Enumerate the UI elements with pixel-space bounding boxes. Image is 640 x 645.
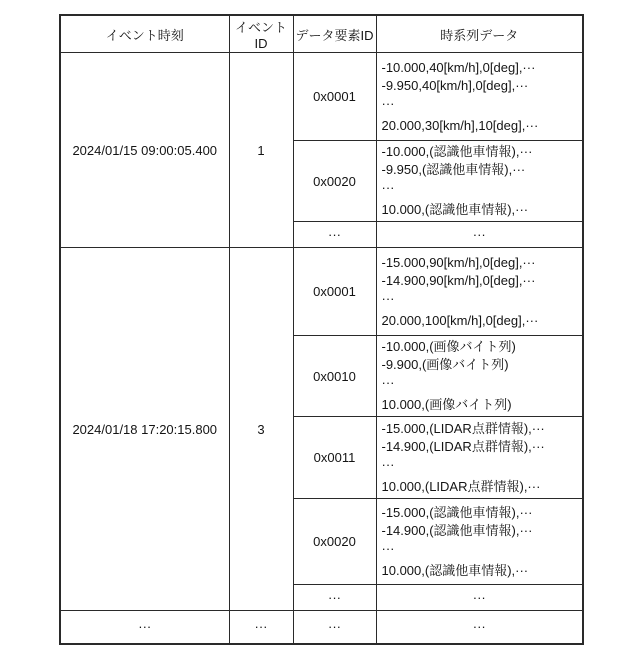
header-data-element-id: データ要素ID bbox=[293, 15, 376, 53]
time-series-line: -14.900,(認識他車情報),··· bbox=[381, 522, 533, 538]
time-series-line: -9.950,40[km/h],0[deg],··· bbox=[381, 77, 529, 93]
element-id-ellipsis-cell: ··· bbox=[293, 222, 376, 248]
time-series-line: 10.000,(認識他車情報),··· bbox=[381, 202, 529, 217]
event-id-cell: 3 bbox=[229, 248, 293, 611]
event-time-cell: 2024/01/18 17:20:15.800 bbox=[60, 248, 229, 611]
time-series-cell bbox=[376, 336, 583, 417]
header-event-time: イベント時刻 bbox=[60, 15, 229, 53]
ellipsis-line: ··· bbox=[381, 290, 395, 306]
time-series-line: -10.000,40[km/h],0[deg],··· bbox=[381, 59, 536, 75]
time-series-line: 10.000,(画像バイト列) bbox=[381, 397, 512, 412]
footer-event-id-ellipsis: ··· bbox=[229, 611, 293, 644]
time-series-line: -9.900,(画像バイト列) bbox=[381, 357, 509, 372]
time-series-line: 20.000,30[km/h],10[deg],··· bbox=[381, 117, 539, 133]
footer-event-time-ellipsis: ··· bbox=[60, 611, 229, 644]
element-id-cell: 0x0020 bbox=[293, 141, 376, 222]
time-series-event-table bbox=[59, 14, 584, 645]
element-id-cell: 0x0010 bbox=[293, 336, 376, 417]
time-series-line: -15.000,(認識他車情報),··· bbox=[381, 504, 533, 520]
footer-time-series-ellipsis: ··· bbox=[376, 611, 583, 644]
time-series-cell bbox=[376, 499, 583, 585]
ellipsis-line: ··· bbox=[381, 95, 395, 111]
ellipsis-line: ··· bbox=[381, 180, 395, 195]
time-series-line: -15.000,(LIDAR点群情報),··· bbox=[381, 420, 545, 436]
time-series-line: -14.900,(LIDAR点群情報),··· bbox=[381, 438, 545, 454]
table-row bbox=[60, 53, 583, 141]
header-event-id: イベントID bbox=[229, 15, 293, 53]
time-series-cell bbox=[376, 248, 583, 336]
time-series-line: 10.000,(LIDAR点群情報),··· bbox=[381, 478, 541, 494]
time-series-line: -10.000,(認識他車情報),··· bbox=[381, 144, 533, 159]
header-row bbox=[60, 15, 583, 53]
time-series-ellipsis-cell: ··· bbox=[376, 222, 583, 248]
ellipsis-line: ··· bbox=[381, 375, 395, 390]
footer-element-id-ellipsis: ··· bbox=[293, 611, 376, 644]
time-series-line: -14.900,90[km/h],0[deg],··· bbox=[381, 272, 536, 288]
ellipsis-line: ··· bbox=[381, 456, 395, 472]
element-id-ellipsis-cell: ··· bbox=[293, 585, 376, 611]
event-time-cell: 2024/01/15 09:00:05.400 bbox=[60, 53, 229, 248]
event-id-cell: 1 bbox=[229, 53, 293, 248]
time-series-ellipsis-cell: ··· bbox=[376, 585, 583, 611]
time-series-cell bbox=[376, 417, 583, 499]
time-series-cell bbox=[376, 141, 583, 222]
element-id-cell: 0x0001 bbox=[293, 248, 376, 336]
table-row bbox=[60, 248, 583, 336]
time-series-line: -15.000,90[km/h],0[deg],··· bbox=[381, 254, 536, 270]
ellipsis-line: ··· bbox=[381, 540, 395, 556]
element-id-cell: 0x0020 bbox=[293, 499, 376, 585]
time-series-cell bbox=[376, 53, 583, 141]
footer-row bbox=[60, 611, 583, 644]
header-time-series: 時系列データ bbox=[376, 15, 583, 53]
element-id-cell: 0x0001 bbox=[293, 53, 376, 141]
time-series-line: 10.000,(認識他車情報),··· bbox=[381, 562, 529, 578]
element-id-cell: 0x0011 bbox=[293, 417, 376, 499]
time-series-line: -9.950,(認識他車情報),··· bbox=[381, 162, 526, 177]
time-series-line: -10.000,(画像バイト列) bbox=[381, 339, 516, 354]
time-series-line: 20.000,100[km/h],0[deg],··· bbox=[381, 312, 539, 328]
